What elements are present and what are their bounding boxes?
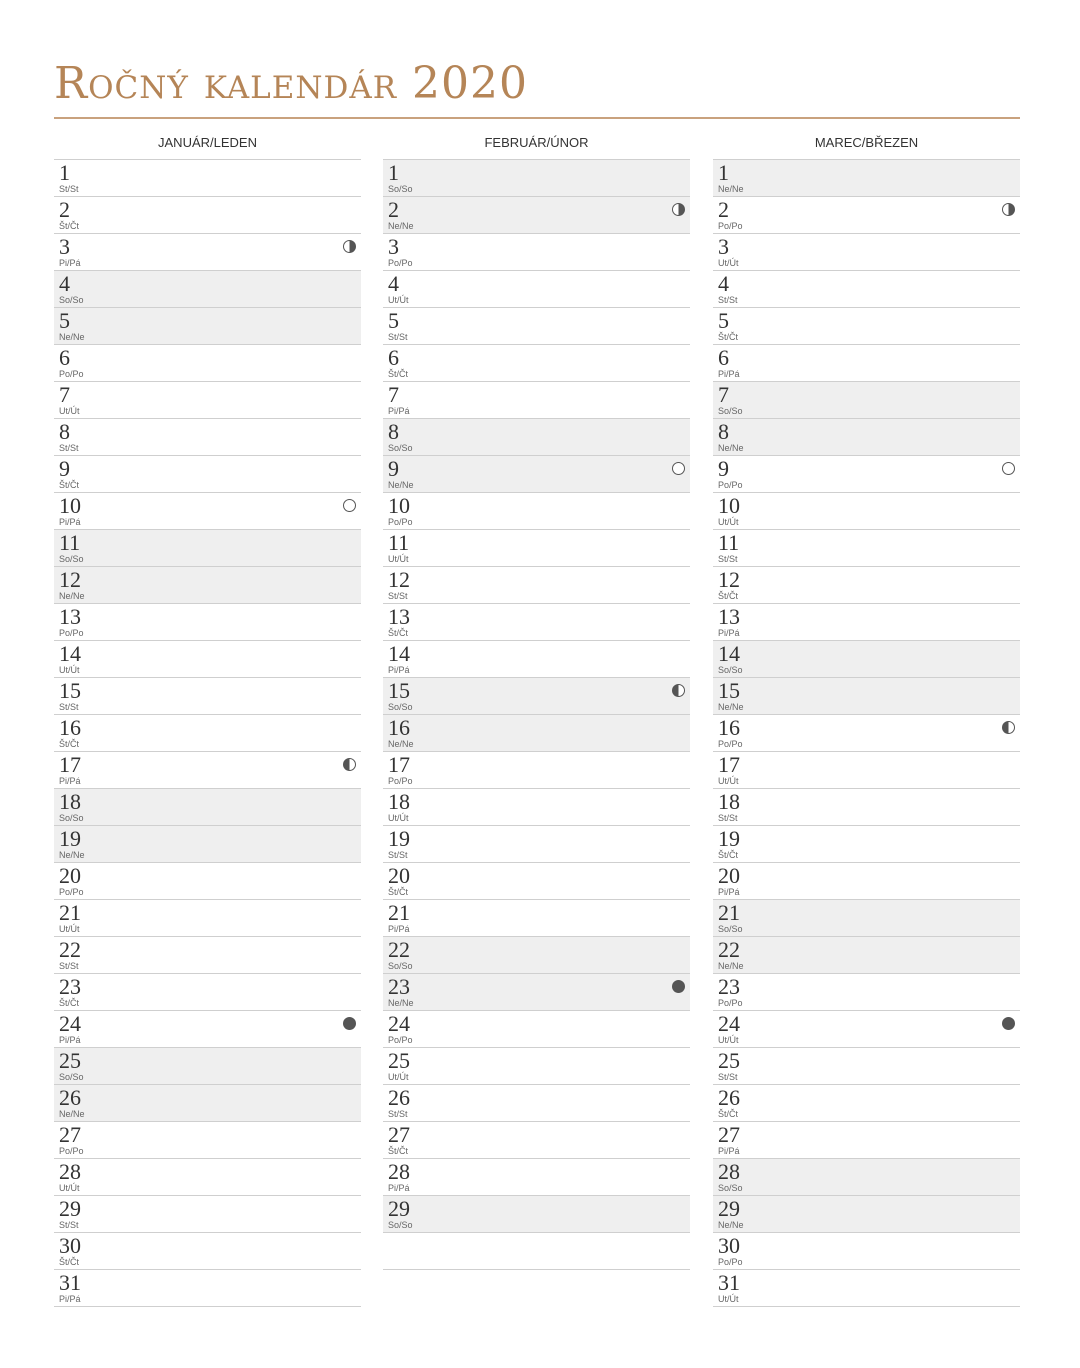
day-row [713,1085,1020,1122]
day-row [54,1233,361,1270]
day-row [713,271,1020,308]
day-row [713,197,1020,234]
day-name: So/So [718,406,743,416]
day-name: Pi/Pá [718,628,740,638]
day-row [383,1011,690,1048]
day-name: So/So [59,813,84,823]
day-name: Št/Čt [388,887,409,897]
day-number: 15 [388,678,410,703]
day-number: 21 [718,900,740,925]
day-row [383,345,690,382]
day-number: 29 [388,1196,410,1221]
day-name: Št/Čt [59,739,80,749]
day-number: 30 [59,1233,81,1258]
day-number: 13 [388,604,410,629]
day-list [54,160,361,1307]
day-number: 14 [388,641,410,666]
day-number: 24 [718,1011,740,1036]
day-name: Ne/Ne [388,739,414,749]
day-row [54,1048,361,1085]
day-name: Pi/Pá [718,887,740,897]
day-number: 31 [59,1270,81,1295]
day-number: 10 [388,493,410,518]
day-name: Po/Po [59,369,84,379]
day-name: St/St [388,332,408,342]
day-row [54,234,361,271]
day-row [383,530,690,567]
day-row [713,715,1020,752]
day-row [54,678,361,715]
day-number: 11 [388,530,410,555]
day-number: 22 [718,937,740,962]
day-row [383,937,690,974]
day-row [54,567,361,604]
day-number: 3 [59,234,70,259]
day-number: 23 [59,974,81,999]
day-row [54,197,361,234]
month-header: MAREC/BŘEZEN [713,132,1020,160]
day-number: 18 [388,789,410,814]
new-moon-icon [343,1017,356,1030]
day-number: 8 [59,419,70,444]
empty-day-row [383,1270,690,1307]
day-number: 6 [388,345,399,370]
day-name: Ne/Ne [388,221,414,231]
day-name: Pi/Pá [59,1294,81,1304]
day-name: Ne/Ne [718,961,744,971]
day-number: 4 [388,271,399,296]
day-row [54,530,361,567]
day-name: St/St [388,591,408,601]
day-number: 9 [388,456,399,481]
day-name: St/St [59,702,79,712]
day-row [713,826,1020,863]
day-number: 27 [59,1122,81,1147]
day-name: St/St [718,1072,738,1082]
day-name: Ut/Út [718,517,739,527]
day-row [713,234,1020,271]
day-row [54,937,361,974]
day-name: Po/Po [388,258,413,268]
day-name: Pi/Pá [59,517,81,527]
day-number: 16 [718,715,740,740]
day-row [54,308,361,345]
day-number: 12 [59,567,81,592]
day-name: Ut/Út [59,1183,80,1193]
day-row [713,456,1020,493]
day-number: 6 [59,345,70,370]
day-row [383,493,690,530]
day-row [713,1011,1020,1048]
day-name: Ut/Út [718,776,739,786]
day-name: Po/Po [388,517,413,527]
day-number: 8 [388,419,399,444]
day-number: 6 [718,345,729,370]
day-row [383,1048,690,1085]
day-name: Ut/Út [59,924,80,934]
day-name: Št/Čt [718,332,739,342]
day-number: 8 [718,419,729,444]
day-name: Po/Po [718,1257,743,1267]
day-row [713,530,1020,567]
day-row [383,974,690,1011]
day-name: Ne/Ne [59,332,85,342]
day-name: Ut/Út [388,1072,409,1082]
day-row [54,789,361,826]
day-row [713,1122,1020,1159]
day-row [383,678,690,715]
day-name: Pi/Pá [59,776,81,786]
day-number: 15 [718,678,740,703]
day-number: 2 [718,197,729,222]
day-name: Pi/Pá [388,665,410,675]
day-name: Pi/Pá [59,1035,81,1045]
day-row [383,160,690,197]
day-name: So/So [59,554,84,564]
day-row [383,567,690,604]
day-name: Št/Čt [388,369,409,379]
day-name: St/St [59,184,79,194]
day-number: 14 [718,641,740,666]
day-row [713,345,1020,382]
day-name: St/St [59,443,79,453]
day-number: 18 [59,789,81,814]
day-number: 21 [59,900,81,925]
day-name: Pi/Pá [388,1183,410,1193]
day-row [54,345,361,382]
day-row [383,308,690,345]
month-column-january [54,132,361,1307]
day-number: 28 [388,1159,410,1184]
day-number: 20 [388,863,410,888]
day-row [713,900,1020,937]
day-row [713,419,1020,456]
empty-day-row [383,1233,690,1270]
day-number: 25 [59,1048,81,1073]
day-name: Ne/Ne [59,1109,85,1119]
day-number: 5 [59,308,70,333]
day-row [713,308,1020,345]
day-row [54,1122,361,1159]
day-name: St/St [388,850,408,860]
day-row [54,456,361,493]
day-name: So/So [59,1072,84,1082]
day-row [713,1048,1020,1085]
day-number: 5 [718,308,729,333]
day-number: 27 [718,1122,740,1147]
day-name: So/So [388,184,413,194]
day-number: 29 [59,1196,81,1221]
day-number: 12 [718,567,740,592]
day-number: 20 [718,863,740,888]
day-name: Ut/Út [59,665,80,675]
day-name: Št/Čt [718,591,739,601]
day-number: 16 [59,715,81,740]
day-row [383,752,690,789]
full-moon-icon [343,499,356,512]
day-row [54,1085,361,1122]
day-name: Ne/Ne [718,184,744,194]
day-number: 1 [59,160,70,185]
day-number: 17 [388,752,410,777]
day-number: 19 [388,826,410,851]
day-name: So/So [388,443,413,453]
day-name: Ut/Út [59,406,80,416]
day-number: 21 [388,900,410,925]
day-name: Pi/Pá [59,258,81,268]
day-name: Ne/Ne [59,591,85,601]
day-number: 27 [388,1122,410,1147]
day-number: 19 [718,826,740,851]
day-row [54,641,361,678]
day-number: 22 [388,937,410,962]
day-number: 16 [388,715,410,740]
day-name: Št/Čt [59,480,80,490]
day-number: 4 [59,271,70,296]
day-number: 24 [388,1011,410,1036]
day-row [383,1159,690,1196]
day-row [54,382,361,419]
day-name: Ut/Út [718,1035,739,1045]
day-name: Št/Čt [59,221,80,231]
day-number: 28 [59,1159,81,1184]
day-number: 17 [718,752,740,777]
day-row [713,1196,1020,1233]
title-divider [54,117,1020,119]
day-number: 7 [388,382,399,407]
day-name: Ut/Út [388,295,409,305]
day-row [713,641,1020,678]
day-number: 18 [718,789,740,814]
day-row [54,604,361,641]
day-name: St/St [718,554,738,564]
day-list [713,160,1020,1307]
day-number: 9 [718,456,729,481]
day-name: Pi/Pá [388,406,410,416]
first-quarter-moon-icon [1002,203,1015,216]
day-name: Ut/Út [718,258,739,268]
month-column-february [383,132,690,1307]
day-name: Ut/Út [388,813,409,823]
day-row [54,271,361,308]
day-row [713,937,1020,974]
day-number: 14 [59,641,81,666]
day-name: Št/Čt [59,998,80,1008]
day-row [54,1270,361,1307]
day-number: 30 [718,1233,740,1258]
day-number: 11 [59,530,81,555]
day-number: 3 [388,234,399,259]
day-name: Ut/Út [718,1294,739,1304]
day-row [383,900,690,937]
day-name: St/St [59,1220,79,1230]
day-name: So/So [388,1220,413,1230]
day-name: Po/Po [718,739,743,749]
day-name: Pi/Pá [718,1146,740,1156]
day-number: 20 [59,863,81,888]
day-name: Pi/Pá [388,924,410,934]
last-quarter-moon-icon [1002,721,1015,734]
day-number: 10 [59,493,81,518]
day-number: 12 [388,567,410,592]
day-name: So/So [388,961,413,971]
first-quarter-moon-icon [343,240,356,253]
new-moon-icon [672,980,685,993]
day-number: 19 [59,826,81,851]
day-row [54,715,361,752]
day-number: 10 [718,493,740,518]
day-row [54,493,361,530]
day-row [383,456,690,493]
day-row [383,863,690,900]
day-name: Št/Čt [718,1109,739,1119]
day-row [383,1196,690,1233]
day-number: 23 [388,974,410,999]
day-row [54,1196,361,1233]
day-name: Po/Po [59,887,84,897]
day-number: 24 [59,1011,81,1036]
day-row [383,641,690,678]
day-number: 5 [388,308,399,333]
day-number: 3 [718,234,729,259]
day-name: St/St [718,295,738,305]
day-list [383,160,690,1307]
day-row [713,752,1020,789]
day-row [54,752,361,789]
new-moon-icon [1002,1017,1015,1030]
day-number: 31 [718,1270,740,1295]
day-row [383,271,690,308]
day-name: St/St [388,1109,408,1119]
day-name: So/So [59,295,84,305]
day-number: 1 [718,160,729,185]
day-number: 23 [718,974,740,999]
day-number: 13 [59,604,81,629]
day-name: Ut/Út [388,554,409,564]
last-quarter-moon-icon [672,684,685,697]
day-name: Ne/Ne [718,443,744,453]
day-name: So/So [388,702,413,712]
first-quarter-moon-icon [672,203,685,216]
day-row [383,789,690,826]
day-name: Po/Po [388,776,413,786]
day-row [713,789,1020,826]
day-number: 15 [59,678,81,703]
day-row [713,1159,1020,1196]
day-name: Ne/Ne [718,702,744,712]
day-row [713,863,1020,900]
last-quarter-moon-icon [343,758,356,771]
day-row [713,1233,1020,1270]
day-name: Po/Po [59,628,84,638]
day-number: 7 [718,382,729,407]
day-row [383,604,690,641]
day-name: St/St [59,961,79,971]
day-name: Po/Po [59,1146,84,1156]
day-row [713,678,1020,715]
day-name: Št/Čt [718,850,739,860]
day-row [383,197,690,234]
day-number: 26 [718,1085,740,1110]
day-name: Po/Po [718,480,743,490]
day-row [383,826,690,863]
day-number: 22 [59,937,81,962]
day-row [383,382,690,419]
day-row [54,1011,361,1048]
day-name: Št/Čt [388,628,409,638]
day-row [383,715,690,752]
day-number: 7 [59,382,70,407]
day-row [54,863,361,900]
day-row [54,826,361,863]
day-row [713,493,1020,530]
day-name: Ne/Ne [718,1220,744,1230]
day-name: Po/Po [388,1035,413,1045]
day-number: 25 [388,1048,410,1073]
day-row [383,234,690,271]
day-row [713,1270,1020,1307]
page-title: Ročný kalendár 2020 [54,58,529,109]
day-number: 29 [718,1196,740,1221]
day-row [713,382,1020,419]
day-row [383,419,690,456]
day-name: Ne/Ne [388,480,414,490]
full-moon-icon [672,462,685,475]
day-number: 9 [59,456,70,481]
day-number: 28 [718,1159,740,1184]
day-number: 13 [718,604,740,629]
day-row [713,160,1020,197]
day-number: 4 [718,271,729,296]
day-name: Pi/Pá [718,369,740,379]
day-row [383,1122,690,1159]
day-number: 26 [388,1085,410,1110]
day-name: Št/Čt [59,1257,80,1267]
day-name: So/So [718,665,743,675]
day-number: 2 [388,197,399,222]
day-name: Po/Po [718,221,743,231]
day-row [54,900,361,937]
month-column-march [713,132,1020,1307]
month-header: JANUÁR/LEDEN [54,132,361,160]
day-row [383,1085,690,1122]
day-row [713,567,1020,604]
day-number: 25 [718,1048,740,1073]
day-name: Št/Čt [388,1146,409,1156]
day-row [713,604,1020,641]
day-number: 1 [388,160,399,185]
day-name: Po/Po [718,998,743,1008]
day-name: Ne/Ne [388,998,414,1008]
day-name: So/So [718,924,743,934]
day-number: 17 [59,752,81,777]
day-number: 26 [59,1085,81,1110]
day-row [54,1159,361,1196]
day-number: 11 [718,530,740,555]
day-row [713,974,1020,1011]
full-moon-icon [1002,462,1015,475]
day-name: Ne/Ne [59,850,85,860]
day-name: St/St [718,813,738,823]
month-header: FEBRUÁR/ÚNOR [383,132,690,160]
day-row [54,419,361,456]
day-name: So/So [718,1183,743,1193]
day-number: 2 [59,197,70,222]
day-row [54,160,361,197]
day-row [54,974,361,1011]
